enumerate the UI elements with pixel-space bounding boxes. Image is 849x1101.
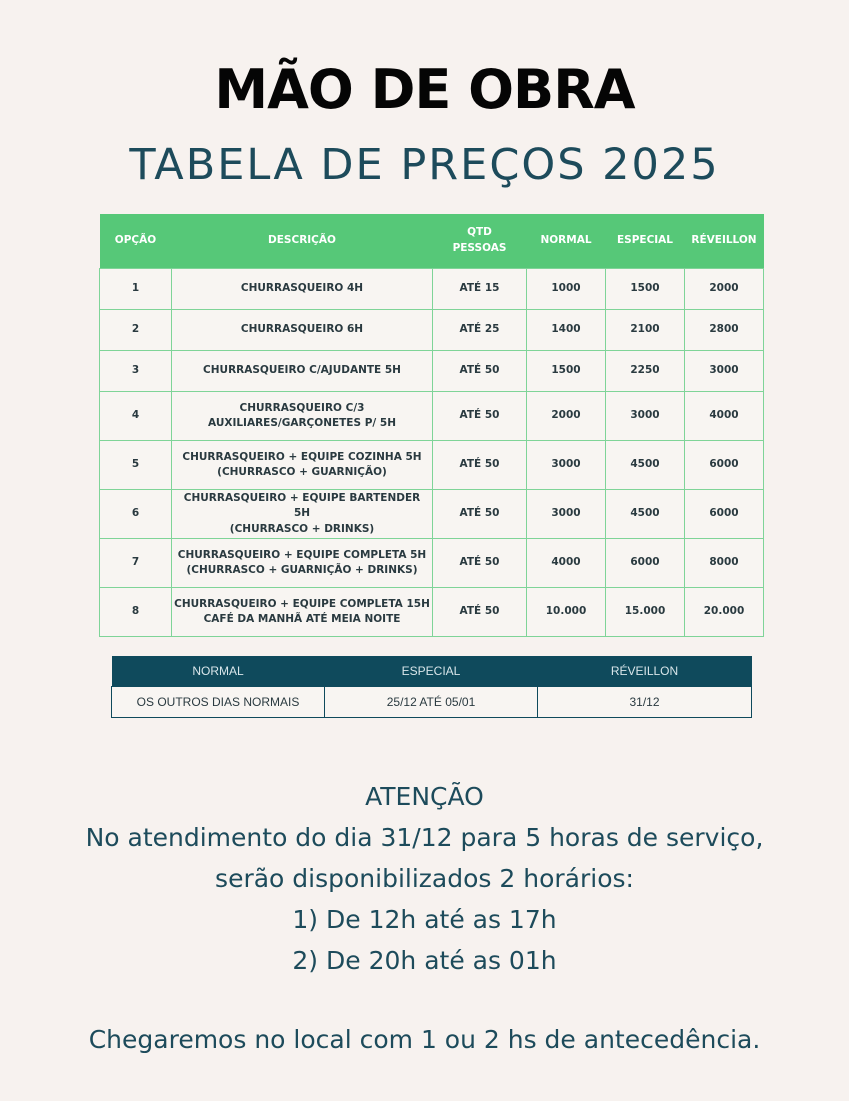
cell-special: 1500 <box>606 269 685 310</box>
cell-reveillon: 3000 <box>685 351 764 392</box>
period-reveillon-value: 31/12 <box>538 687 752 718</box>
cell-special: 3000 <box>606 392 685 441</box>
cell-special: 2250 <box>606 351 685 392</box>
price-table-header <box>100 214 764 269</box>
cell-reveillon: 6000 <box>685 490 764 539</box>
description-line: CAFÉ DA MANHÃ ATÉ MEIA NOITE <box>203 613 401 625</box>
price-table <box>99 214 764 637</box>
description-line: CHURRASQUEIRO + EQUIPE COMPLETA 15H <box>174 597 430 610</box>
period-header-special: ESPECIAL <box>325 656 538 687</box>
cell-option: 8 <box>100 588 172 637</box>
description-line: (CHURRASCO + DRINKS) <box>229 522 375 535</box>
description-line: CHURRASQUEIRO 6H <box>240 323 364 336</box>
period-row <box>112 687 752 718</box>
cell-option: 1 <box>100 269 172 310</box>
description-line: (CHURRASCO + GUARNIÇÃO) <box>217 466 387 478</box>
cell-qty: ATÉ 50 <box>433 392 527 441</box>
header-description: DESCRIÇÃO <box>172 214 433 269</box>
cell-qty: ATÉ 50 <box>433 490 527 539</box>
cell-description <box>172 490 433 539</box>
arrival-note: Chegaremos no local com 1 ou 2 hs de antecedência. <box>88 1025 761 1054</box>
cell-special: 15.000 <box>606 588 685 637</box>
table-row <box>100 441 764 490</box>
cell-reveillon: 2000 <box>685 269 764 310</box>
table-row <box>100 490 764 539</box>
cell-special: 2100 <box>606 310 685 351</box>
period-normal-value: OS OUTROS DIAS NORMAIS <box>112 687 325 718</box>
attention-line: serão disponibilizados 2 horários: <box>215 864 634 893</box>
header-option: OPÇÃO <box>100 214 172 269</box>
description-line: CHURRASQUEIRO + EQUIPE BARTENDER 5H <box>183 492 421 520</box>
cell-normal: 3000 <box>527 441 606 490</box>
cell-normal: 10.000 <box>527 588 606 637</box>
cell-description <box>172 351 433 392</box>
page-subtitle: TABELA DE PREÇOS 2025 <box>129 140 720 190</box>
cell-qty: ATÉ 50 <box>433 351 527 392</box>
cell-option: 3 <box>100 351 172 392</box>
header-normal: NORMAL <box>527 214 606 269</box>
cell-reveillon: 2800 <box>685 310 764 351</box>
attention-schedule-1: 1) De 12h até as 17h <box>292 905 557 934</box>
cell-special: 4500 <box>606 441 685 490</box>
attention-line: No atendimento do dia 31/12 para 5 horas de serviço, <box>85 823 764 852</box>
cell-reveillon: 6000 <box>685 441 764 490</box>
cell-option: 5 <box>100 441 172 490</box>
period-header-normal: NORMAL <box>112 656 325 687</box>
header-special: ESPECIAL <box>606 214 685 269</box>
cell-description <box>172 310 433 351</box>
cell-normal: 1400 <box>527 310 606 351</box>
table-row <box>100 588 764 637</box>
description-line: CHURRASQUEIRO C/3 <box>239 401 365 414</box>
cell-option: 6 <box>100 490 172 539</box>
cell-normal: 1000 <box>527 269 606 310</box>
cell-description <box>172 539 433 588</box>
header-qty <box>433 214 527 269</box>
period-special-value: 25/12 ATÉ 05/01 <box>325 687 538 718</box>
cell-qty: ATÉ 50 <box>433 441 527 490</box>
description-line: AUXILIARES/GARÇONETES P/ 5H <box>208 417 396 429</box>
description-line: CHURRASQUEIRO + EQUIPE COZINHA 5H <box>182 450 422 463</box>
cell-reveillon: 8000 <box>685 539 764 588</box>
attention-section <box>0 776 849 981</box>
header-qty-line1: QTD <box>467 226 492 239</box>
cell-normal: 1500 <box>527 351 606 392</box>
cell-option: 7 <box>100 539 172 588</box>
cell-qty: ATÉ 50 <box>433 588 527 637</box>
cell-qty: ATÉ 25 <box>433 310 527 351</box>
table-row <box>100 269 764 310</box>
header-reveillon: RÉVEILLON <box>685 214 764 269</box>
period-table-header <box>112 656 752 687</box>
table-row <box>100 539 764 588</box>
cell-option: 2 <box>100 310 172 351</box>
cell-normal: 2000 <box>527 392 606 441</box>
attention-schedule-2: 2) De 20h até as 01h <box>292 946 557 975</box>
description-line: CHURRASQUEIRO C/AJUDANTE 5H <box>203 364 401 377</box>
cell-qty: ATÉ 50 <box>433 539 527 588</box>
cell-description <box>172 269 433 310</box>
cell-qty: ATÉ 15 <box>433 269 527 310</box>
header-qty-line2: PESSOAS <box>452 242 507 254</box>
cell-normal: 3000 <box>527 490 606 539</box>
table-row <box>100 310 764 351</box>
description-line: (CHURRASCO + GUARNIÇÃO + DRINKS) <box>186 564 418 576</box>
description-line: CHURRASQUEIRO 4H <box>240 282 364 295</box>
table-row <box>100 392 764 441</box>
period-header-reveillon: RÉVEILLON <box>538 656 752 687</box>
cell-option: 4 <box>100 392 172 441</box>
cell-special: 4500 <box>606 490 685 539</box>
cell-normal: 4000 <box>527 539 606 588</box>
cell-reveillon: 20.000 <box>685 588 764 637</box>
cell-description <box>172 588 433 637</box>
page-title: MÃO DE OBRA <box>214 58 635 121</box>
description-line: CHURRASQUEIRO + EQUIPE COMPLETA 5H <box>177 548 427 561</box>
cell-special: 6000 <box>606 539 685 588</box>
table-row <box>100 351 764 392</box>
cell-description <box>172 441 433 490</box>
attention-heading: ATENÇÃO <box>365 782 484 811</box>
cell-reveillon: 4000 <box>685 392 764 441</box>
period-table <box>111 656 752 718</box>
cell-description <box>172 392 433 441</box>
